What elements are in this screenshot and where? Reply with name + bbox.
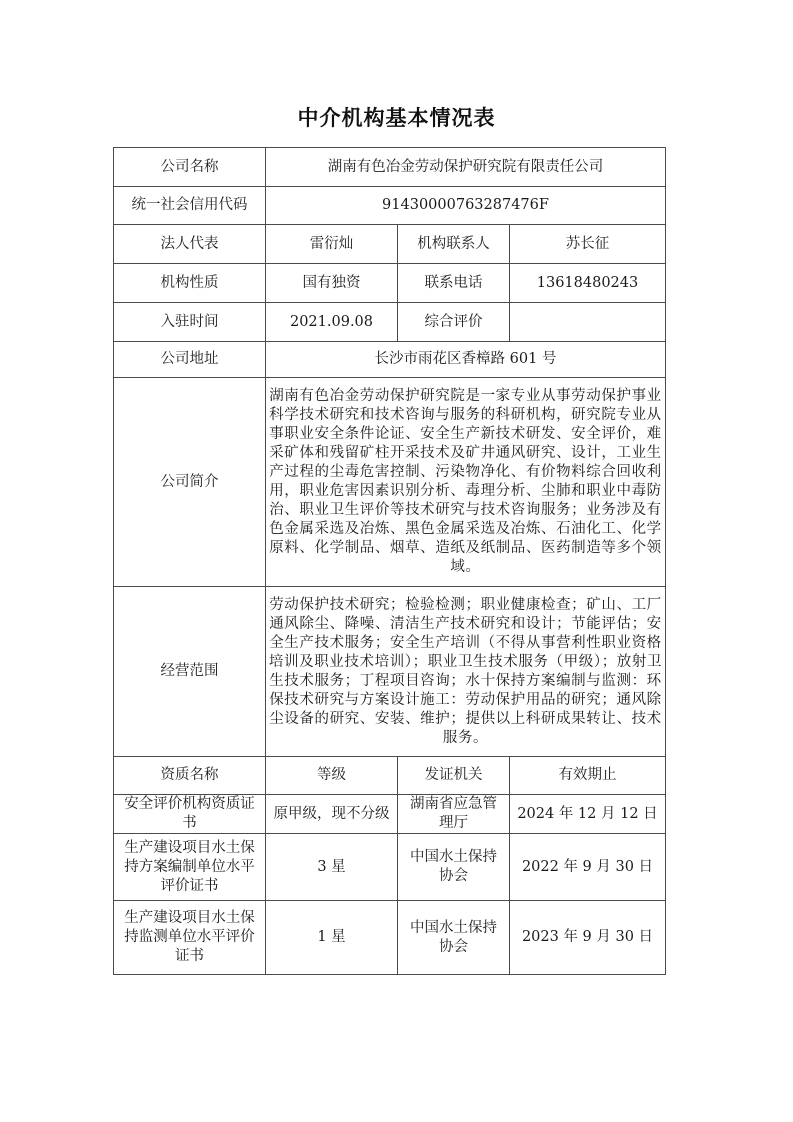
cert-name: 生产建设项目水土保持方案编制单位水平评价证书 [114, 834, 266, 901]
row-legal-rep [114, 225, 666, 264]
address-label: 公司地址 [114, 342, 266, 378]
credit-code-label: 统一社会信用代码 [114, 187, 266, 225]
certificates-header-row [114, 757, 666, 795]
cert-level: 1 星 [266, 901, 398, 975]
cert-expiry: 2024 年 12 月 12 日 [510, 795, 666, 834]
row-company-name [114, 148, 666, 187]
contact-value: 苏长征 [510, 225, 666, 264]
cert-expiry: 2022 年 9 月 30 日 [510, 834, 666, 901]
scope-label: 经营范围 [114, 587, 266, 757]
agency-info-table [113, 147, 666, 975]
legal-rep-value: 雷衍灿 [266, 225, 398, 264]
cert-name: 安全评价机构资质证书 [114, 795, 266, 834]
company-name-value: 湖南有色冶金劳动保护研究院有限责任公司 [266, 148, 666, 187]
cert-expiry: 2023 年 9 月 30 日 [510, 901, 666, 975]
cert-level: 原甲级，现不分级 [266, 795, 398, 834]
row-credit-code [114, 187, 666, 225]
contact-label: 机构联系人 [398, 225, 510, 264]
certificate-row [114, 834, 666, 901]
cert-issuer: 中国水土保持协会 [398, 901, 510, 975]
cert-name: 生产建设项目水土保持监测单位水平评价证书 [114, 901, 266, 975]
address-value: 长沙市雨花区香樟路 601 号 [266, 342, 666, 378]
credit-code-value: 91430000763287476F [266, 187, 666, 225]
join-time-label: 入驻时间 [114, 303, 266, 342]
intro-label: 公司简介 [114, 378, 266, 587]
certificate-row [114, 795, 666, 834]
company-name-label: 公司名称 [114, 148, 266, 187]
intro-text: 湖南有色冶金劳动保护研究院是一家专业从事劳动保护事业科学技术研究和技术咨询与服务的科研机构，研究院专业从事职业安全条件论证、安全生产新技术研发、安全评价，难采矿体和残留矿柱开采技术及矿井通风研究、设计，工业生产过程的尘毒危害控制、污染物净化、有价物料综合回收利用，职业危害因素识别分析、毒理分析、尘肺和职业中毒防治、职业卫生评价等技术研究与技术咨询服务；业务涉及有色金属采选及冶炼、黑色金属采选及冶炼、石油化工、化学原料、化学制品、烟草、造纸及纸制品、医药制造等多个领域。 [266, 378, 666, 587]
cert-header-issuer: 发证机关 [398, 757, 510, 795]
row-intro [114, 378, 666, 587]
cert-header-expiry: 有效期止 [510, 757, 666, 795]
phone-label: 联系电话 [398, 264, 510, 303]
page-title: 中介机构基本情况表 [297, 106, 496, 130]
join-time-value: 2021.09.08 [266, 303, 398, 342]
rating-value [510, 303, 666, 342]
cert-level: 3 星 [266, 834, 398, 901]
nature-label: 机构性质 [114, 264, 266, 303]
certificate-row [114, 901, 666, 975]
cert-header-level: 等级 [266, 757, 398, 795]
row-join-time [114, 303, 666, 342]
cert-issuer: 湖南省应急管理厅 [398, 795, 510, 834]
scope-text: 劳动保护技术研究；检验检测；职业健康检查；矿山、工厂通风除尘、降噪、清洁生产技术研究和设计；节能评估；安全生产技术服务；安全生产培训（不得从事营利性职业资格培训及职业技术培训）；职业卫生技术服务（甲级）；放射卫生技术服务；丁程项目咨询；水十保持方案编制与监测：环保技术研究与方案设计施工：劳动保护用品的研究；通风除尘设备的研究、安装、维护；提供以上科研成果转让、技术服务。 [266, 587, 666, 757]
row-scope [114, 587, 666, 757]
row-address [114, 342, 666, 378]
phone-value: 13618480243 [510, 264, 666, 303]
cert-header-name: 资质名称 [114, 757, 266, 795]
legal-rep-label: 法人代表 [114, 225, 266, 264]
cert-issuer: 中国水土保持协会 [398, 834, 510, 901]
nature-value: 国有独资 [266, 264, 398, 303]
row-nature [114, 264, 666, 303]
rating-label: 综合评价 [398, 303, 510, 342]
